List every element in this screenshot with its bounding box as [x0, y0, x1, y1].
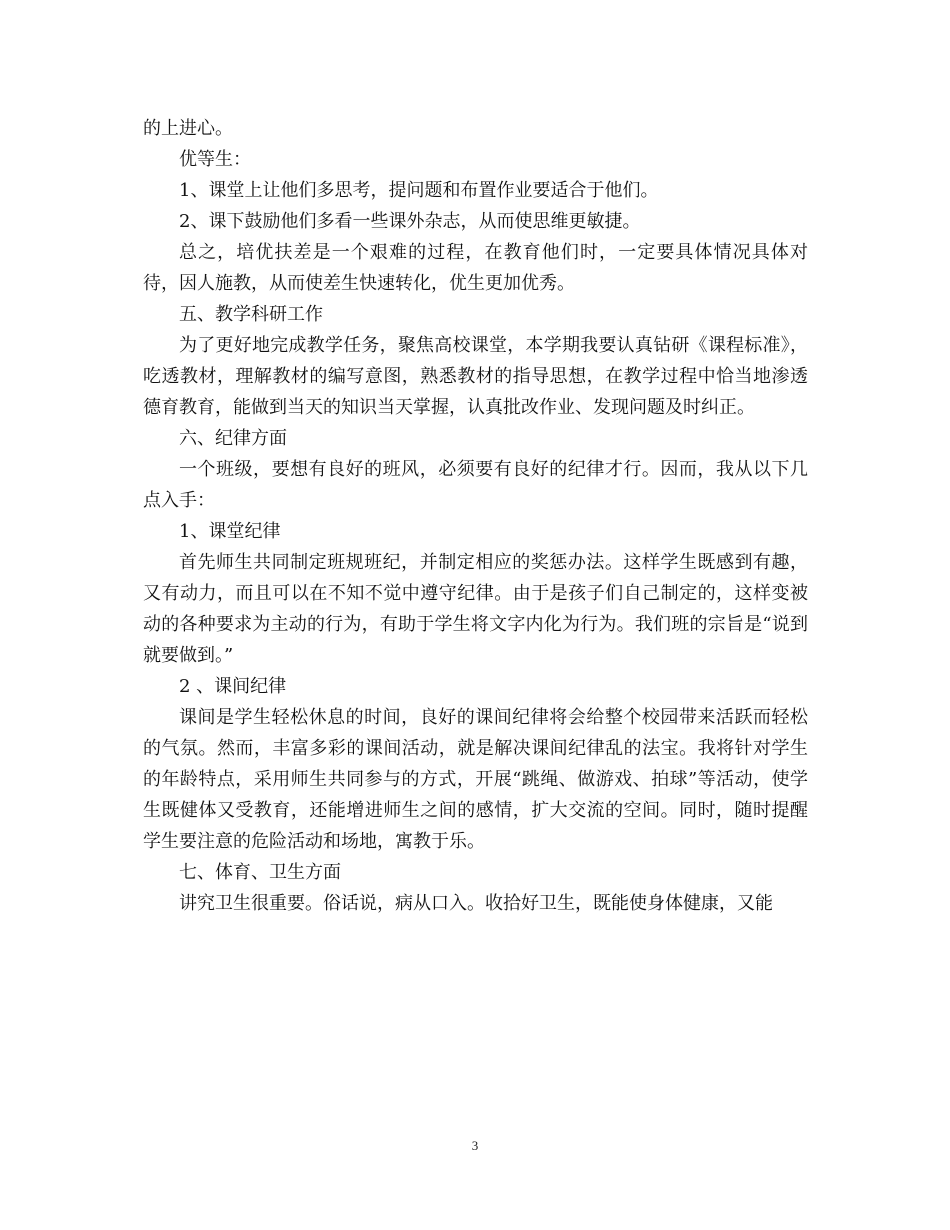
- paragraph: 为了更好地完成教学任务，聚焦高校课堂，本学期我要认真钻研《课程标准》，吃透教材，理解教材的编写意图，熟悉教材的指导思想，在教学过程中恰当地渗透德育教育，能做到当天的知识当天掌握，认真批改作业、发现问题及时纠正。: [143, 335, 808, 418]
- section-heading: 五、教学科研工作: [179, 304, 323, 325]
- paragraph: 总之，培优扶差是一个艰难的过程，在教育他们时，一定要具体情况具体对待，因人施教，从而使差生快速转化，优生更加优秀。: [143, 242, 808, 294]
- subsection-heading: 2 、课间纪律: [179, 676, 287, 697]
- paragraph: 2、课下鼓励他们多看一些课外杂志，从而使思维更敏捷。: [179, 211, 641, 232]
- section-heading: 六、纪律方面: [179, 428, 287, 449]
- paragraph: 1、课堂上让他们多思考，提问题和布置作业要适合于他们。: [179, 180, 659, 201]
- paragraph: 讲究卫生很重要。俗话说，病从口入。收拾好卫生，既能使身体健康，又能: [179, 893, 773, 914]
- paragraph: 首先师生共同制定班规班纪，并制定相应的奖惩办法。这样学生既感到有趣，又有动力，而且可以在不知不觉中遵守纪律。由于是孩子们自己制定的，这样变被动的各种要求为主动的行为，有助于学生将文字内化为行为。我们班的宗旨是“说到就要做到。”: [143, 552, 808, 666]
- section-heading: 七、体育、卫生方面: [179, 862, 341, 883]
- paragraph: 课间是学生轻松休息的时间，良好的课间纪律将会给整个校园带来活跃而轻松的气氛。然而，丰富多彩的课间活动，就是解决课间纪律乱的法宝。我将针对学生的年龄特点，采用师生共同参与的方式，开展“跳绳、做游戏、拍球”等活动，使学生既健体又受教育，还能增进师生之间的感情，扩大交流的空间。同时，随时提醒学生要注意的危险活动和场地，寓教于乐。: [143, 707, 808, 852]
- paragraph: 的上进心。: [143, 118, 233, 139]
- subsection-heading: 1、课堂纪律: [179, 521, 281, 542]
- paragraph: 优等生：: [179, 149, 251, 170]
- page-number: 3: [471, 1138, 479, 1153]
- paragraph: 一个班级，要想有良好的班风，必须要有良好的纪律才行。因而，我从以下几点入手：: [143, 459, 808, 511]
- document-body: [143, 113, 808, 919]
